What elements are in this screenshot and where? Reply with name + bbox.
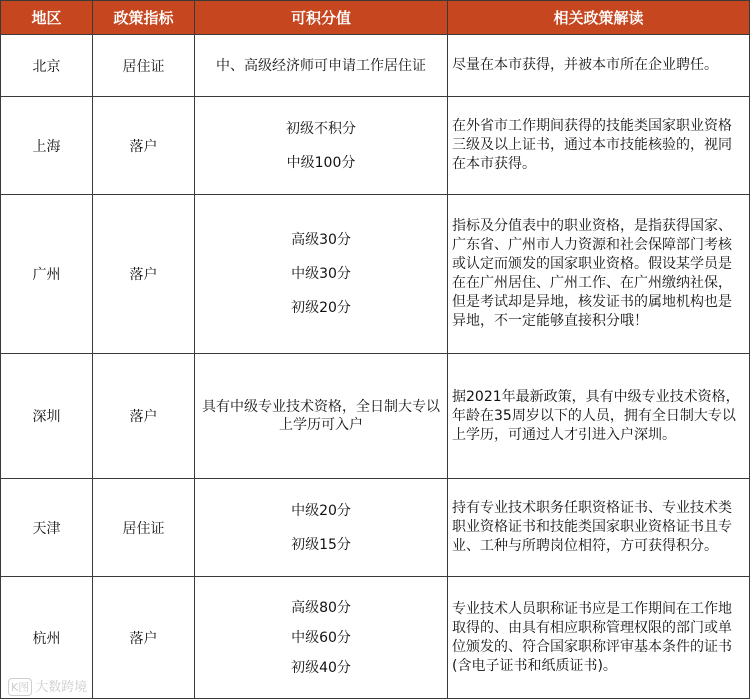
score-item: 初级不积分	[286, 120, 356, 137]
score-item: 初级15分	[291, 536, 351, 553]
score-item: 初级40分	[291, 659, 351, 676]
header-region: 地区	[1, 1, 93, 35]
policy-cell: 落户	[93, 354, 195, 479]
header-row	[1, 1, 750, 35]
score-item: 高级30分	[291, 232, 351, 248]
policy-cell: 居住证	[93, 479, 195, 577]
region-cell: 深圳	[1, 354, 93, 479]
note-cell: 在外省市工作期间获得的技能类国家职业资格三级及以上证书，通过本市技能核验的，视同在本市获得。	[448, 97, 750, 195]
table-row	[1, 195, 750, 354]
note-cell: 指标及分值表中的职业资格，是指获得国家、广东省、广州市人力资源和社会保障部门考核或认定而颁发的国家职业资格。假设某学员是在在广州居住、广州工作、在广州缴纳社保，但是考试却是异地，核发证书的属地机构也是异地，不一定能够直接积分哦！	[448, 195, 750, 354]
header-policy: 政策指标	[93, 1, 195, 35]
score-item: 中级60分	[291, 629, 351, 646]
watermark	[8, 676, 87, 696]
note-cell: 专业技术人员职称证书应是工作期间在工作地取得的、由具有相应职称管理权限的部门或单位颁发的、符合国家职称评审基本条件的证书(含电子证书和纸质证书)。	[448, 577, 750, 699]
score-item: 高级80分	[291, 599, 351, 616]
score-cell	[195, 479, 448, 577]
table-row	[1, 577, 750, 699]
score-item: 中级20分	[291, 502, 351, 519]
score-item: 中级100分	[286, 154, 356, 171]
policy-cell: 落户	[93, 195, 195, 354]
score-item: 初级20分	[291, 300, 351, 316]
region-cell: 上海	[1, 97, 93, 195]
watermark-text: 大数跨境	[35, 680, 88, 695]
watermark-logo-icon: K图	[8, 678, 32, 696]
score-cell	[195, 195, 448, 354]
region-cell: 杭州	[1, 577, 93, 699]
note-cell: 持有专业技术职务任职资格证书、专业技术类职业资格证书和技能类国家职业资格证书且专业、工种与所聘岗位相符，方可获得积分。	[448, 479, 750, 577]
region-cell: 北京	[1, 35, 93, 97]
score-item: 中级30分	[291, 266, 351, 282]
score-item: 中、高级经济师可申请工作居住证	[216, 57, 426, 74]
policy-cell: 居住证	[93, 35, 195, 97]
policy-cell: 落户	[93, 97, 195, 195]
score-cell	[195, 577, 448, 699]
region-cell: 广州	[1, 195, 93, 354]
note-cell: 尽量在本市获得，并被本市所在企业聘任。	[448, 35, 750, 97]
table-row	[1, 479, 750, 577]
header-score: 可积分值	[195, 1, 448, 35]
policy-cell: 落户	[93, 577, 195, 699]
note-cell: 据2021年最新政策，具有中级专业技术资格，年龄在35周岁以下的人员，拥有全日制大专以上学历，可通过人才引进入户深圳。	[448, 354, 750, 479]
table-row	[1, 97, 750, 195]
score-cell: 具有中级专业技术资格，全日制大专以上学历可入户	[195, 354, 448, 479]
table-row	[1, 354, 750, 479]
score-cell	[195, 35, 448, 97]
score-cell	[195, 97, 448, 195]
region-cell: 天津	[1, 479, 93, 577]
header-interpretation: 相关政策解读	[448, 1, 750, 35]
table-row	[1, 35, 750, 97]
